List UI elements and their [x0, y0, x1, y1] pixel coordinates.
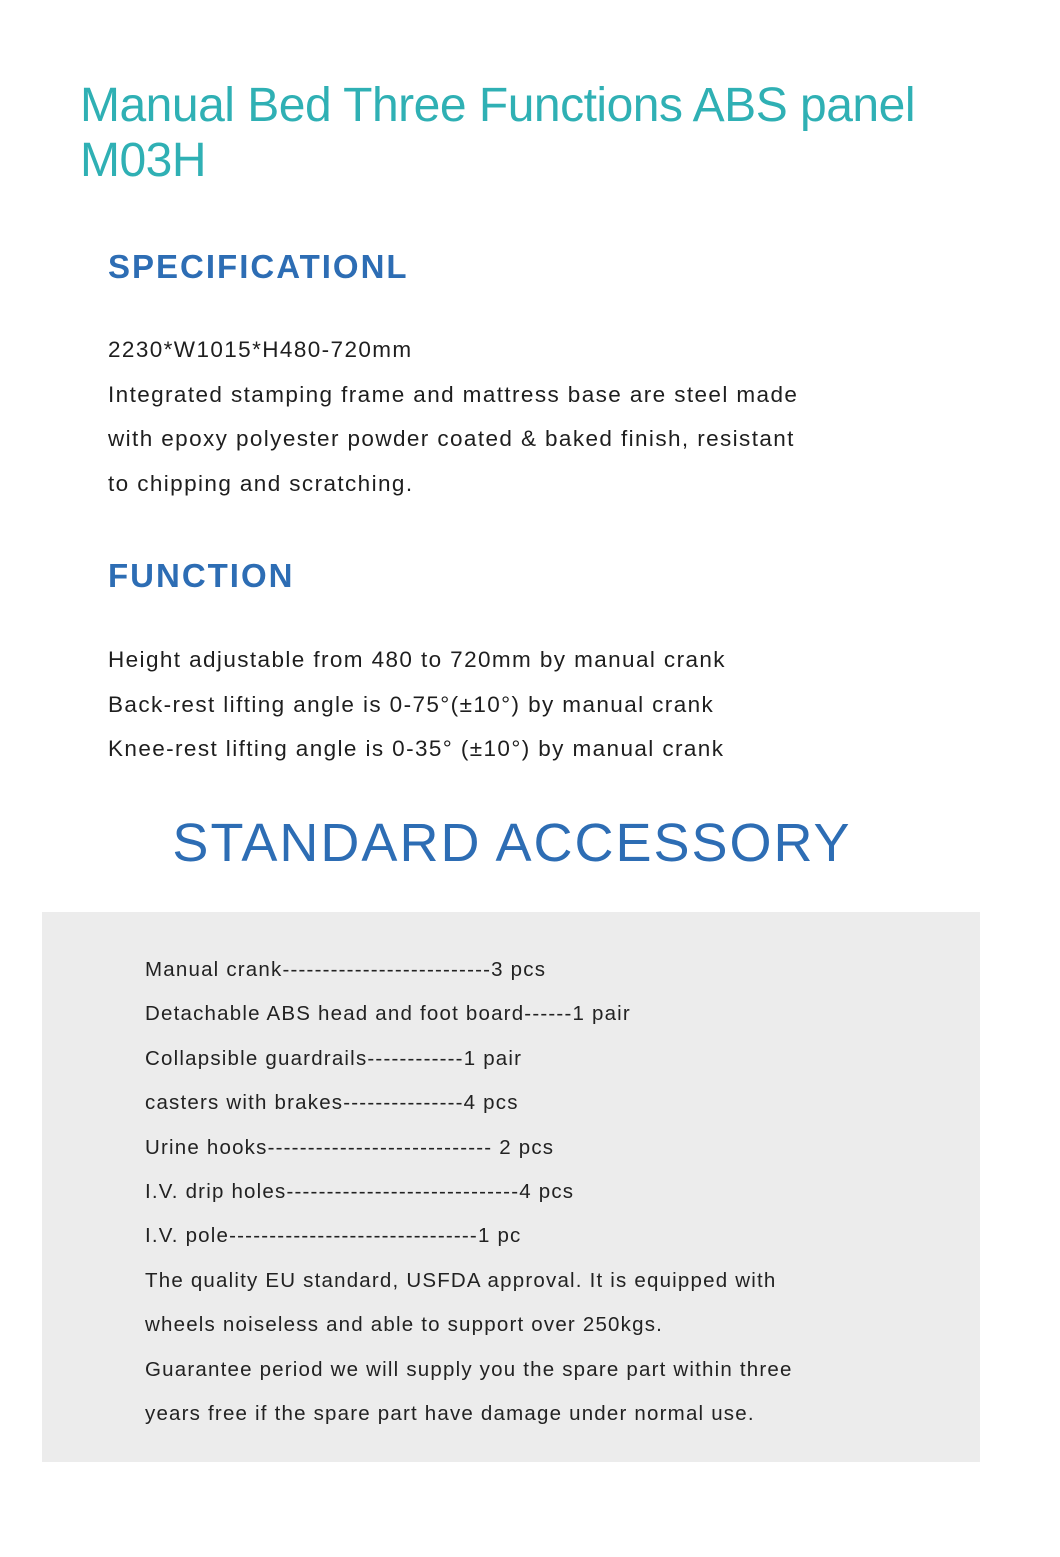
accessory-item: I.V. pole-------------------------------1 pc	[145, 1224, 522, 1248]
function-line: Knee-rest lifting angle is 0-35° (±10°) by manual crank	[108, 736, 725, 761]
standard-accessory-heading: STANDARD ACCESSORY	[172, 813, 852, 873]
accessory-note-line: Guarantee period we will supply you the spare part within three	[145, 1357, 793, 1381]
title-line-1: Manual Bed Three Functions ABS panel	[80, 79, 915, 132]
function-body	[108, 638, 1008, 772]
specification-line: with epoxy polyester powder coated & baked finish, resistant	[108, 426, 795, 451]
specification-line: Integrated stamping frame and mattress base are steel made	[108, 381, 799, 407]
accessory-list	[145, 948, 965, 1436]
specification-heading: SPECIFICATIONL	[108, 248, 409, 285]
accessory-note-line: wheels noiseless and able to support over 250kgs.	[145, 1313, 664, 1337]
function-heading: FUNCTION	[108, 557, 295, 594]
accessory-note-line: The quality EU standard, USFDA approval. It is equipped with	[145, 1268, 777, 1292]
specification-line: 2230*W1015*H480-720mm	[108, 337, 413, 362]
specification-body	[108, 328, 1008, 506]
function-line: Back-rest lifting angle is 0-75°(±10°) by manual crank	[108, 691, 715, 717]
accessory-item: Collapsible guardrails------------1 pair	[145, 1046, 523, 1070]
accessory-item: Urine hooks---------------------------- 2 pcs	[145, 1135, 555, 1159]
accessory-item: casters with brakes---------------4 pcs	[145, 1091, 519, 1115]
function-line: Height adjustable from 480 to 720mm by manual crank	[108, 647, 726, 672]
accessory-note-line: years free if the spare part have damage under normal use.	[145, 1402, 755, 1426]
accessory-item: Manual crank--------------------------3 pcs	[145, 958, 547, 981]
page-title	[80, 78, 1040, 188]
title-line-2: M03H	[80, 134, 207, 187]
specification-line: to chipping and scratching.	[108, 470, 414, 496]
accessory-item: Detachable ABS head and foot board------1 pair	[145, 1002, 631, 1026]
accessory-item: I.V. drip holes-----------------------------4 pcs	[145, 1180, 575, 1204]
